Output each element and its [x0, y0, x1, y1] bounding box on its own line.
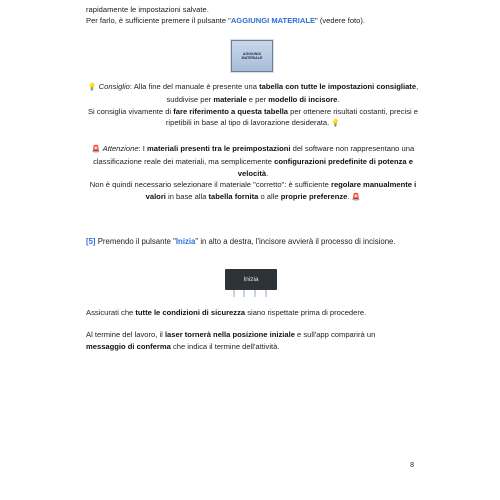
- text-fragment: in base alla: [165, 192, 209, 202]
- text-fragment: .: [266, 168, 269, 178]
- text-fragment: o alle: [258, 192, 281, 202]
- text-fragment: Assicurati che: [86, 308, 136, 317]
- bold-text: fare riferimento a questa tabella: [173, 106, 289, 116]
- button-reference: AGGIUNGI MATERIALE: [230, 16, 316, 25]
- text-fragment: .: [337, 94, 340, 104]
- step-paragraph: [86, 236, 416, 248]
- page-number: 8: [410, 462, 414, 469]
- text-fragment: .: [347, 192, 350, 202]
- text-fragment: per ottenere risultati costanti, precisi e ripetibili in base al tipo di lavorazione desiderata.: [165, 106, 419, 128]
- start-button-label: Inizia: [243, 275, 259, 283]
- warning-paragraph: [86, 143, 420, 204]
- text-fragment: " (vedere foto).: [315, 16, 366, 25]
- bold-text: tabella fornita: [208, 192, 259, 202]
- warning-siren-icon: 🚨: [351, 194, 361, 202]
- text-fragment: Premendo il pulsante ": [95, 237, 176, 246]
- start-button-image: [225, 269, 277, 290]
- text-fragment: Per farlo, è sufficiente premere il pulsante ": [86, 16, 231, 25]
- text-fragment: del software non rappresentano una classificazione reale dei materiali, ma semplicemente: [93, 144, 415, 166]
- text-line: [86, 4, 416, 16]
- tip-label: Consiglio: [98, 82, 130, 91]
- add-material-button-image: [231, 40, 273, 72]
- text-fragment: Non è quindi necessario selezionare il materiale "corretto": è sufficiente: [89, 180, 331, 190]
- bold-text: regolare manualmente i valori: [145, 180, 417, 202]
- text-fragment: e sull'app comparirà un: [294, 330, 376, 339]
- end-paragraph: [86, 329, 416, 353]
- bold-text: modello di incisore: [268, 94, 338, 104]
- text-fragment: : I: [138, 144, 147, 153]
- lightbulb-icon: 💡: [87, 84, 97, 91]
- bold-text: materiale: [213, 94, 247, 104]
- safety-paragraph: [86, 307, 416, 319]
- text-fragment: Al termine del lavoro, il: [86, 330, 165, 339]
- text-line: [86, 15, 416, 27]
- tip-paragraph: [86, 81, 420, 130]
- bold-text: configurazioni predefinite di potenza e velocità: [237, 156, 413, 178]
- start-button-shadow-ticks: [225, 290, 277, 298]
- button-image-label: AGGIUNGI MATERIALE: [241, 51, 263, 60]
- text-fragment: " in alto a destra, l'incisore avvierà il processo di incisione.: [195, 237, 396, 246]
- text-fragment: : Alla fine del manuale è presente una: [129, 82, 260, 91]
- text-fragment: Si consiglia vivamente di: [87, 106, 174, 116]
- lightbulb-icon: 💡: [331, 120, 341, 128]
- bold-text: proprie preferenze: [280, 192, 348, 202]
- warning-siren-icon: 🚨: [91, 146, 101, 153]
- warning-label: Attenzione: [102, 144, 139, 153]
- button-reference: Inizia: [175, 237, 196, 246]
- text-fragment: e per: [246, 94, 269, 104]
- text-fragment: rapidamente le impostazioni salvate.: [86, 5, 209, 14]
- text-fragment: , suddivise per: [166, 82, 419, 104]
- step-number: [5]: [86, 237, 96, 246]
- bold-text: materiali presenti tra le preimpostazioni: [147, 144, 291, 153]
- bold-text: tutte le condizioni di sicurezza: [135, 308, 246, 317]
- text-fragment: siano rispettate prima di procedere.: [245, 308, 367, 317]
- bold-text: tabella con tutte le impostazioni consigliate: [259, 82, 417, 91]
- bold-text: messaggio di conferma: [86, 341, 171, 351]
- text-fragment: che indica il termine dell'attività.: [170, 341, 280, 351]
- bold-text: laser tornerà nella posizione iniziale: [164, 330, 295, 339]
